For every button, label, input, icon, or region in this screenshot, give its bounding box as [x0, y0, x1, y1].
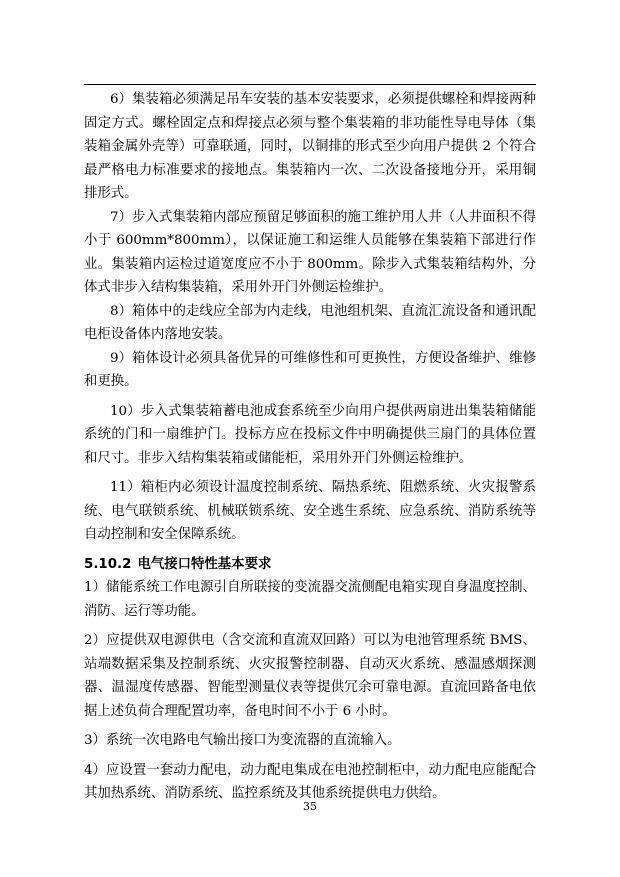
page-content: [84, 88, 536, 806]
paragraph-elec-4: 4）应设置一套动力配电，动力配电集成在电池控制柜中，动力配电应能配合其加热系统、消防系统、监控系统及其他系统提供电力供给。: [84, 762, 536, 801]
page-number: 35: [303, 800, 317, 813]
paragraph-elec-1: 1）储能系统工作电源引自所联接的变流器交流侧配电箱实现自身温度控制、消防、运行等功能。: [84, 580, 536, 619]
paragraph-6: 6）集装箱必须满足吊车安装的基本安装要求，必须提供螺栓和焊接两种固定方式。螺栓固定点和焊接点必须与整个集装箱的非功能性导电导体（集装箱金属外壳等）可靠联通，同时，以铜排的形式至少向用户提供 2 个符合最严格电力标准要求的接地点。集装箱内一次、二次设备接地分开，采用铜排形式。: [84, 92, 536, 201]
paragraph-11: 11）箱柜内必须设计温度控制系统、隔热系统、阻燃系统、火灾报警系统、电气联锁系统、机械联锁系统、安全逃生系统、应急系统、消防系统等自动控制和安全保障系统。: [84, 480, 536, 542]
paragraph-7: 7）步入式集装箱内部应预留足够面积的施工维护用人井（人井面积不得小于 600mm*800mm），以保证施工和运维人员能够在集装箱下部进行作业。集装箱内运检过道宽度应不小于 800mm。除步入式集装箱结构外，分体式非步入结构集装箱，采用外开门外侧运检维护。: [84, 209, 536, 295]
paragraph-elec-2: 2）应提供双电源供电（含交流和直流双回路）可以为电池管理系统 BMS、站端数据采集及控制系统、火灾报警控制器、自动灭火系统、感温感烟探测器、温湿度传感器、智能型测量仪表等提供冗余可靠电源。直流回路备电依据上述负荷合理配置功率，备电时间不小于 6 小时。: [84, 633, 536, 719]
header-rule: [84, 84, 536, 85]
paragraph-elec-3: 3）系统一次电路电气输出接口为变流器的直流输入。: [84, 733, 401, 748]
paragraph-8: 8）箱体中的走线应全部为内走线，电池组机架、直流汇流设备和通讯配电柜设备体内落地安装。: [84, 303, 536, 342]
section-title: 电气接口特性基本要求: [137, 556, 272, 572]
section-heading: [84, 553, 536, 577]
section-number: 5.10.2: [84, 556, 132, 572]
paragraph-10: 10）步入式集装箱蓄电池成套系统至少向用户提供两扇进出集装箱储能系统的门和一扇维护门。投标方应在投标文件中明确提供三扇门的具体位置和尺寸。非步入结构集装箱或储能柜，采用外开门外侧运检维护。: [84, 403, 536, 466]
paragraph-9: 9）箱体设计必须具备优异的可维修性和可更换性，方便设备维护、维修和更换。: [84, 350, 536, 389]
